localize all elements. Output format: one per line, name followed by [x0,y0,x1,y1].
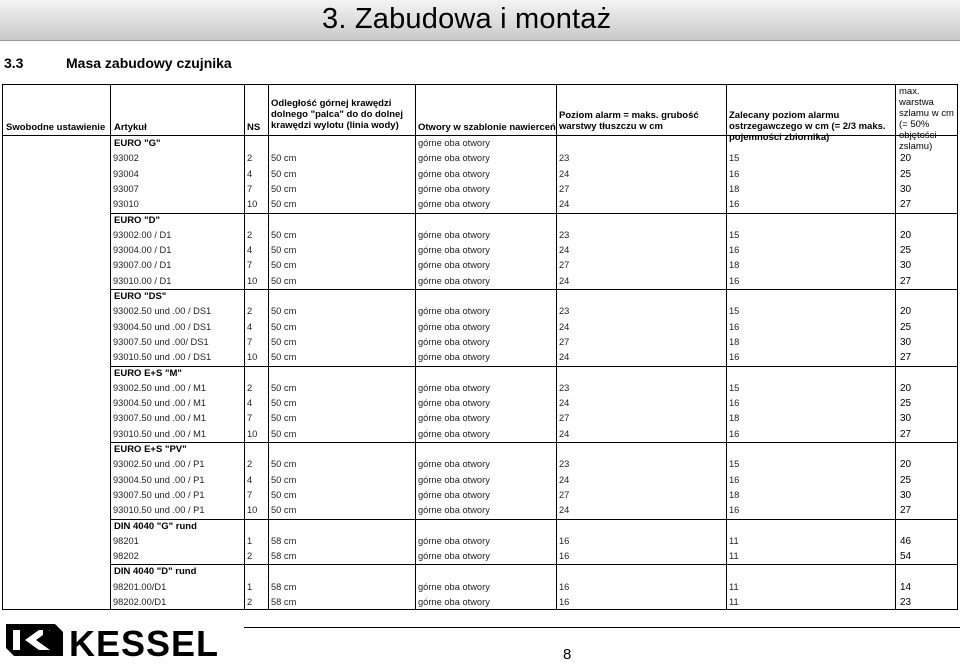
cell-article: 93010.50 und .00 / P1 [113,505,205,516]
group-header: EURO E+S "M" [114,367,182,379]
cell-recommended: 16 [729,474,740,485]
cell-distance: 50 cm [271,474,297,485]
cell-article: 93010.50 und .00 / DS1 [113,352,212,363]
cell-alarm: 23 [559,229,570,240]
cell-ns: 2 [247,459,253,470]
cell-sludge: 30 [900,489,912,501]
cell-alarm: 16 [559,551,570,562]
cell-openings: górne oba otwory [418,352,490,363]
cell-recommended: 18 [729,489,740,500]
cell-sludge: 30 [900,183,912,195]
cell-openings: górne oba otwory [418,382,490,393]
cell-recommended: 15 [729,153,740,164]
cell-ns: 2 [247,229,253,240]
cell-alarm: 23 [559,382,570,393]
cell-sludge: 30 [900,336,912,348]
header-ns: NS [247,122,261,133]
cell-openings: górne oba otwory [418,275,490,286]
cell-alarm: 27 [559,489,570,500]
cell-openings: górne oba otwory [418,474,490,485]
cell-ns: 4 [247,245,253,256]
cell-ns: 10 [247,505,258,516]
cell-ns: 4 [247,474,253,485]
cell-alarm: 24 [559,352,570,363]
cell-distance: 50 cm [271,229,297,240]
col-divider-openings [415,84,416,610]
cell-openings: górne oba otwory [418,260,490,271]
cell-distance: 50 cm [271,260,297,271]
cell-ns: 1 [247,581,253,592]
cell-article: 93007 [113,183,139,194]
cell-sludge: 54 [900,551,912,563]
header-distance: Odległość górnej krawędzi dolnego "palca" do do dolnej krawędzi wylotu (linia wody) [271,98,403,131]
cell-article: 93002.00 / D1 [113,229,172,240]
cell-sludge: 23 [900,597,912,608]
cell-openings: górne oba otwory [418,551,490,562]
group-header: EURO E+S "PV" [114,444,187,455]
cell-recommended: 16 [729,321,740,332]
cell-recommended: 16 [729,199,740,210]
cell-article: 93010.50 und .00 / M1 [113,428,207,439]
cell-alarm: 24 [559,398,570,409]
cell-openings: górne oba otwory [418,153,490,164]
table-border-right [957,84,958,610]
cell-sludge: 46 [900,535,912,547]
cell-openings: górne oba otwory [418,245,490,256]
cell-article: 98201 [113,535,139,546]
header-recommended: Zalecany poziom alarmu ostrzegawczego w cm (= 2/3 maks. pojemności zbiornika) [729,110,886,143]
cell-ns: 7 [247,336,253,347]
cell-recommended: 16 [729,398,740,409]
cell-distance: 58 cm [271,597,297,607]
cell-article: 93002 [113,153,139,164]
cell-ns: 2 [247,382,253,393]
cell-sludge: 20 [900,306,912,318]
cell-openings: górne oba otwory [418,183,490,194]
cell-distance: 50 cm [271,321,297,332]
header-openings: Otwory w szablonie nawierceń [418,122,556,133]
cell-article: 93010 [113,199,139,210]
group-header: EURO "DS" [114,291,167,302]
cell-distance: 50 cm [271,352,297,363]
cell-ns: 7 [247,489,253,500]
cell-distance: 50 cm [271,382,297,393]
cell-ns: 10 [247,275,258,286]
cell-recommended: 16 [729,245,740,256]
cell-article: 93004.00 / D1 [113,245,172,256]
cell-alarm: 23 [559,306,570,317]
cell-sludge: 25 [900,168,912,180]
cell-sludge: 20 [900,229,912,241]
cell-alarm: 24 [559,321,570,332]
section-number: 3.3 [4,55,24,71]
cell-openings: górne oba otwory [418,229,490,240]
cell-distance: 50 cm [271,275,297,286]
group-header: DIN 4040 "D" rund [114,566,197,578]
cell-distance: 58 cm [271,551,297,562]
col-divider-recommended [726,84,727,610]
cell-article: 93007.50 und .00 / P1 [113,489,205,500]
cell-ns: 2 [247,597,253,607]
cell-ns: 10 [247,428,258,439]
cell-distance: 50 cm [271,306,297,317]
cell-alarm: 16 [559,581,570,592]
cell-article: 93004 [113,168,139,179]
cell-openings: górne oba otwory [418,168,490,179]
header-free-placement: Swobodne ustawienie [6,122,106,133]
cell-openings: górne oba otwory [418,505,490,516]
cell-sludge: 27 [900,199,912,211]
header-article: Artykuł [114,122,147,133]
cell-article: 93007.50 und .00 / M1 [113,413,207,424]
title-bar [0,0,960,41]
cell-ns: 10 [247,199,258,210]
cell-recommended: 16 [729,168,740,179]
cell-recommended: 18 [729,413,740,424]
cell-distance: 50 cm [271,428,297,439]
cell-distance: 50 cm [271,168,297,179]
cell-ns: 7 [247,260,253,271]
group-divider [110,442,958,443]
cell-distance: 58 cm [271,581,297,592]
cell-article: 93007.50 und .00/ DS1 [113,336,209,347]
group-header: EURO "D" [114,214,160,226]
col-divider-ns [244,84,245,610]
cell-distance: 50 cm [271,413,297,424]
cell-sludge: 27 [900,428,912,440]
header-sludge: max. warstwa szlamu w cm (= 50% objętości zslamu) [899,86,954,152]
cell-recommended: 16 [729,352,740,363]
cell-sludge: 27 [900,505,912,517]
group-divider [110,213,958,214]
cell-article: 93002.50 und .00 / M1 [113,382,207,393]
cell-ns: 7 [247,413,253,424]
table-border-left [2,84,3,610]
cell-recommended: 15 [729,229,740,240]
cell-ns: 2 [247,153,253,164]
cell-openings: górne oba otwory [418,398,490,409]
cell-recommended: 18 [729,183,740,194]
cell-recommended: 18 [729,260,740,271]
brand-name: KESSEL [69,623,220,662]
cell-sludge: 25 [900,474,912,486]
cell-article: 93004.50 und .00 / DS1 [113,321,212,332]
group-divider [110,366,958,367]
cell-sludge: 27 [900,275,912,287]
cell-distance: 50 cm [271,489,297,500]
cell-alarm: 24 [559,505,570,516]
cell-sludge: 25 [900,245,912,257]
cell-alarm: 24 [559,474,570,485]
cell-ns: 4 [247,321,253,332]
cell-article: 98202.00/D1 [113,597,167,607]
cell-recommended: 11 [729,551,739,562]
page-title: 3. Zabudowa i montaż [322,3,612,35]
cell-alarm: 24 [559,199,570,210]
cell-alarm: 23 [559,459,570,470]
installation-table [2,84,958,610]
cell-article: 93002.50 und .00 / DS1 [113,306,212,317]
group-opening: górne oba otwory [418,138,490,148]
cell-recommended: 11 [729,535,739,546]
col-divider-alarm [556,84,557,610]
cell-recommended: 11 [729,581,739,592]
cell-openings: górne oba otwory [418,336,490,347]
group-divider [110,519,958,520]
cell-ns: 4 [247,168,253,179]
cell-recommended: 15 [729,459,740,470]
cell-alarm: 24 [559,168,570,179]
cell-distance: 50 cm [271,245,297,256]
cell-recommended: 15 [729,306,740,317]
col-divider-sludge [895,84,896,610]
col-divider-distance [268,84,269,610]
cell-distance: 50 cm [271,505,297,516]
cell-openings: górne oba otwory [418,597,490,607]
cell-recommended: 16 [729,275,740,286]
group-divider [110,289,958,290]
cell-alarm: 23 [559,153,570,164]
cell-article: 93004.50 und .00 / M1 [113,398,207,409]
cell-ns: 4 [247,398,253,409]
cell-distance: 50 cm [271,398,297,409]
cell-alarm: 16 [559,535,570,546]
cell-openings: górne oba otwory [418,535,490,546]
cell-recommended: 15 [729,382,740,393]
cell-distance: 50 cm [271,459,297,470]
col-divider-article [110,84,111,610]
cell-alarm: 27 [559,336,570,347]
footer-divider [244,627,960,628]
page-number: 8 [563,646,572,663]
cell-distance: 50 cm [271,336,297,347]
cell-openings: górne oba otwory [418,413,490,424]
cell-recommended: 11 [729,597,739,607]
cell-openings: górne oba otwory [418,306,490,317]
cell-alarm: 16 [559,597,570,607]
cell-openings: górne oba otwory [418,321,490,332]
cell-sludge: 25 [900,398,912,410]
table-border-bottom [2,609,958,610]
cell-openings: górne oba otwory [418,489,490,500]
group-divider [110,564,958,565]
cell-ns: 2 [247,551,253,562]
cell-sludge: 20 [900,382,912,394]
cell-alarm: 24 [559,275,570,286]
cell-ns: 2 [247,306,253,317]
cell-article: 93002.50 und .00 / P1 [113,459,205,470]
kessel-logo [3,618,223,662]
cell-article: 93004.50 und .00 / P1 [113,474,205,485]
cell-openings: górne oba otwory [418,428,490,439]
cell-openings: górne oba otwory [418,199,490,210]
cell-sludge: 30 [900,413,912,425]
cell-ns: 10 [247,352,258,363]
cell-article: 98202 [113,551,139,562]
kessel-logo-icon [3,618,223,662]
cell-openings: górne oba otwory [418,581,490,592]
cell-alarm: 27 [559,183,570,194]
group-header: EURO "G" [114,138,161,149]
cell-sludge: 20 [900,459,912,471]
cell-distance: 58 cm [271,535,297,546]
cell-sludge: 27 [900,352,912,364]
cell-distance: 50 cm [271,183,297,194]
cell-sludge: 14 [900,581,912,593]
cell-alarm: 24 [559,428,570,439]
cell-recommended: 16 [729,428,740,439]
cell-distance: 50 cm [271,153,297,164]
cell-recommended: 16 [729,505,740,516]
cell-sludge: 30 [900,260,912,272]
cell-article: 98201.00/D1 [113,581,167,592]
section-title: Masa zabudowy czujnika [66,55,232,71]
cell-alarm: 24 [559,245,570,256]
cell-recommended: 18 [729,336,740,347]
cell-article: 93007.00 / D1 [113,260,172,271]
cell-sludge: 20 [900,153,912,165]
cell-alarm: 27 [559,413,570,424]
cell-article: 93010.00 / D1 [113,275,172,286]
cell-sludge: 25 [900,321,912,333]
cell-alarm: 27 [559,260,570,271]
header-alarm: Poziom alarm = maks. grubość warstwy tłuszczu w cm [559,110,699,132]
group-header: DIN 4040 "G" rund [114,520,197,532]
cell-ns: 1 [247,535,253,546]
cell-openings: górne oba otwory [418,459,490,470]
table-border-top [2,84,958,85]
cell-distance: 50 cm [271,199,297,210]
cell-ns: 7 [247,183,253,194]
